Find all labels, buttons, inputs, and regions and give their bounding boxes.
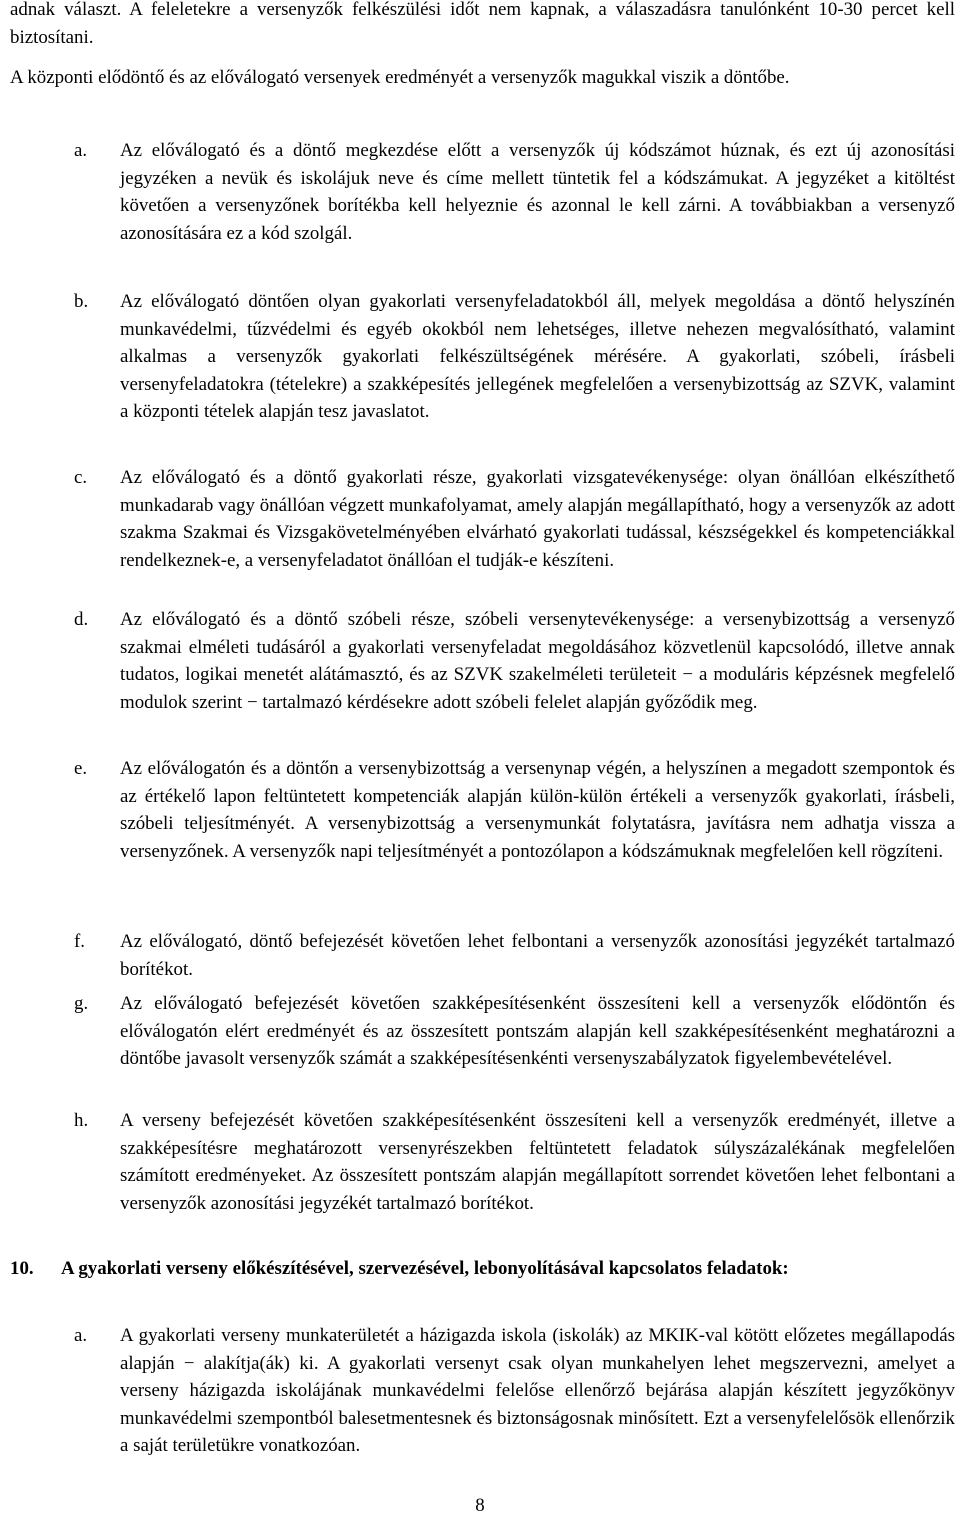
list-item-d xyxy=(74,606,955,716)
list-item-e xyxy=(74,755,955,865)
list-item-text: Az előválogató és a döntő megkezdése előtt a versenyzők új kódszámot húznak, és ezt új azonosítási jegyzéken a nevük és iskolájuk neve és címe mellett tüntetik fel a kódszámukat. A jegyzéket a kitöltést követően a versenyzőnek borítékba kell helyeznie és azonnal le kell zárni. A továbbiakban a versenyző azonosítására ez a kód szolgál. xyxy=(120,140,955,244)
list-item-label: e. xyxy=(74,758,88,779)
list-item-label: b. xyxy=(74,291,89,312)
list-item-label: c. xyxy=(74,467,88,488)
list-item-text: Az előválogató és a döntő gyakorlati része, gyakorlati vizsgatevékenysége: olyan önállóan elkészíthető munkadarab vagy önállóan végzett munkafolyamat, amely alapján megállapítható, hogy a versenyzők az adott szakma Szakmai és Vizsgakövetelményében elvárható gyakorlati tudással, készségekkel és kompetenciákkal rendelkeznek-e, a versenyfeladatot önállóan el tudják-e készíteni. xyxy=(120,467,955,571)
list-item-text: A verseny befejezését követően szakképesítésenként összesíteni kell a versenyzők eredményét, illetve a szakképesítésre meghatározott versenyrészekben feltüntetett feladatok súlyszázalékának megfelelően számított eredményeket. Az összesített pontszám alapján megállapított sorrendet követően lehet felbontani a versenyzők azonosítási jegyzékét tartalmazó borítékot. xyxy=(120,1110,955,1214)
section-title: A gyakorlati verseny előkészítésével, szervezésével, lebonyolításával kapcsolatos feladatok: xyxy=(61,1258,789,1279)
list-item-label: f. xyxy=(74,931,86,952)
list-item-label: a. xyxy=(74,140,88,161)
section-heading xyxy=(10,1255,955,1283)
list-item-text: Az előválogató döntően olyan gyakorlati versenyfeladatokból áll, melyek megoldása a döntő helyszínén munkavédelmi, tűzvédelmi és egyéb okokból nem lehetséges, illetve nehezen megvalósítható, valamint alkalmas a versenyzők gyakorlati felkészültségének mérésére. A gyakorlati, szóbeli, írásbeli versenyfeladatokra (tételekre) a szakképesítés jellegének megfelelően a versenybizottság az SZVK, valamint a központi tételek alapján tesz javaslatot. xyxy=(120,291,955,423)
list-item-text: Az előválogató és a döntő szóbeli része, szóbeli versenytevékenysége: a versenybizottság a versenyző szakmai elméleti tudásáról a gyakorlati versenyfeladat megoldásához közvetlenül kapcsolódó, illetve annak tudatos, logikai menetét alátámasztó, és az SZVK szakelméleti területeit − a moduláris képzésnek megfelelő modulok szerint − tartalmazó kérdésekre adott szóbeli felelet alapján győződik meg. xyxy=(120,609,955,713)
intro-paragraph-1: adnak választ. A feleletekre a versenyzők felkészülési időt nem kapnak, a válaszadásra tanulónként 10-30 percet kell biztosítani. xyxy=(10,0,955,48)
list-item-a xyxy=(74,137,955,247)
list-item-label: h. xyxy=(74,1110,89,1131)
list-item-label: d. xyxy=(74,609,89,630)
list-item-b xyxy=(74,288,955,426)
list-item-text: Az előválogatón és a döntőn a versenybizottság a versenynap végén, a helyszínen a megadott szempontok és az értékelő lapon feltüntetett kompetenciák alapján külön-külön értékeli a versenyzők gyakorlati, írásbeli, szóbeli teljesítményét. A versenybizottság a versenymunkát folytatásra, javításra nem adhatja vissza a versenyzőnek. A versenyzők napi teljesítményét a pontozólapon a kódszámuknak megfelelően kell rögzíteni. xyxy=(120,758,955,862)
list-item-text: A gyakorlati verseny munkaterületét a házigazda iskola (iskolák) az MKIK-val kötött előzetes megállapodás alapján − alakítja(ák) ki. A gyakorlati versenyt csak olyan munkahelyen lehet megszervezni, amelyet a verseny házigazda iskolájának munkavédelmi felelőse ellenőrző bejárása alapján készített jegyzőkönyv munkavédelmi szempontból balesetmentesnek és biztonságosnak minősített. Ezt a versenyfelelősök ellenőrzik a saját területükre vonatkozóan. xyxy=(120,1325,955,1457)
list-item-label: a. xyxy=(74,1325,88,1346)
page-number: 8 xyxy=(475,1495,485,1516)
section-10-item-a xyxy=(74,1322,955,1460)
list-item-g xyxy=(74,990,955,1073)
list-item-c xyxy=(74,464,955,574)
intro-paragraph-2: A központi elődöntő és az előválogató versenyek eredményét a versenyzők magukkal viszik a döntőbe. xyxy=(10,67,790,88)
list-item-label: g. xyxy=(74,993,89,1014)
list-item-text: Az előválogató befejezését követően szakképesítésenként összesíteni kell a versenyzők elődöntőn és előválogatón elért eredményét és az összesített pontszám alapján kell szakképesítésenként meghatározni a döntőbe javasolt versenyzők számát a szakképesítésenkénti versenyszabályzatok figyelembevételével. xyxy=(120,993,955,1070)
section-number: 10. xyxy=(10,1258,34,1279)
list-item-text: Az előválogató, döntő befejezését követően lehet felbontani a versenyzők azonosítási jegyzékét tartalmazó borítékot. xyxy=(120,931,955,980)
list-item-f xyxy=(74,928,955,983)
list-item-h xyxy=(74,1107,955,1217)
